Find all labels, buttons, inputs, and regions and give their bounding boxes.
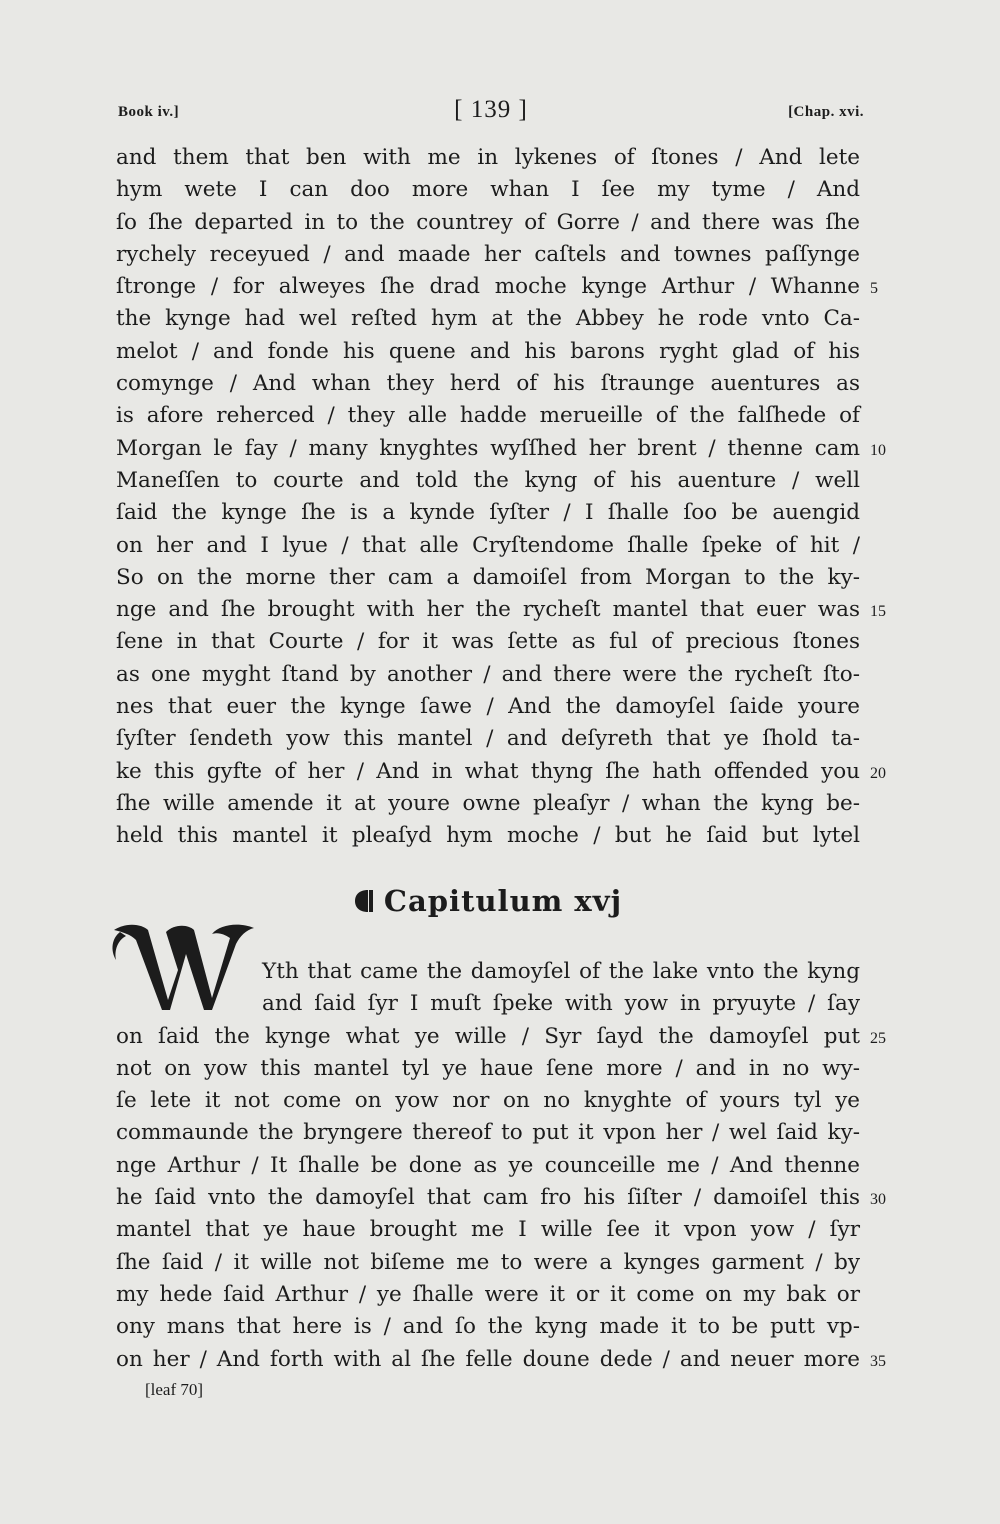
- text-line: [116, 400, 860, 432]
- text-line: [116, 142, 860, 174]
- running-head: [118, 96, 864, 136]
- text-line-content: mantel that ye haue brought me I wille ſee it vpon yow / ſyr: [116, 1217, 860, 1243]
- text-line: [116, 336, 860, 368]
- text-line-content: on her and I lyue / that alle Cryſtendome ſhalle ſpeke of hit /: [116, 532, 860, 558]
- text-line-content: comynge / And whan they herd of his ſtraunge auentures as: [116, 371, 860, 397]
- text-line-content: Maneſſen to courte and told the kyng of his auenture / well: [116, 467, 860, 493]
- text-line: [116, 820, 860, 852]
- text-line: [116, 1344, 886, 1376]
- text-line: [116, 1279, 860, 1311]
- text-line-content: Morgan le fay / many knyghtes wyſſhed her brent / thenne cam: [116, 435, 860, 461]
- text-line: [116, 1182, 886, 1214]
- text-line-content: ſe lete it not come on yow nor on no knyghte of yours tyl ye: [116, 1088, 860, 1114]
- line-number: 5: [870, 280, 878, 298]
- text-line: [116, 465, 860, 497]
- text-line: [116, 691, 860, 723]
- text-line-content: hym wete I can doo more whan I ſee my tyme / And: [116, 177, 860, 203]
- text-line: [116, 368, 860, 400]
- line-number: 20: [870, 764, 886, 782]
- text-line: [116, 1117, 860, 1149]
- text-line: [116, 174, 860, 206]
- text-line-content: ſene in that Courte / for it was ſette as ful of precious ſtones: [116, 629, 860, 655]
- text-line-content: as one myght ſtand by another / and there were the rycheſt ſto-: [116, 661, 860, 687]
- text-block-before-heading: [116, 142, 886, 853]
- text-line-content: and ſaid ſyr I muſt ſpeke with yow in pryuyte / ſay: [262, 991, 860, 1017]
- text-line: [116, 1021, 886, 1053]
- text-line: [116, 562, 860, 594]
- text-line: [116, 433, 886, 465]
- text-line-content: ſhe ſaid / it wille not biſeme me to were a kynges garment / by: [116, 1249, 860, 1275]
- text-line-content: he ſaid vnto the damoyſel that cam fro his ſiſter / damoiſel this: [116, 1185, 860, 1211]
- text-line: [116, 303, 860, 335]
- text-line-content: nge and ſhe brought with her the rycheſt mantel that euer was: [116, 597, 860, 623]
- text-line-content: ſyſter ſendeth yow this mantel / and deſyreth that ye ſhold ta-: [116, 726, 860, 752]
- text-line: [116, 497, 860, 529]
- text-line: [116, 988, 860, 1020]
- text-line-content: ony mans that here is / and ſo the kyng made it to be putt vp-: [116, 1314, 860, 1340]
- text-line: [116, 956, 860, 988]
- text-line-content: the kynge had wel reſted hym at the Abbey he rode vnto Ca-: [116, 306, 860, 332]
- leaf-marker: [leaf 70]: [145, 1380, 204, 1399]
- text-line: [116, 1053, 860, 1085]
- line-number: 30: [870, 1191, 886, 1209]
- text-line-content: melot / and fonde his quene and his barons ryght glad of his: [116, 338, 860, 364]
- text-line: [116, 239, 860, 271]
- text-line-content: ſhe wille amende it at youre owne pleaſyr / whan the kyng be-: [116, 790, 860, 816]
- text-line: [116, 1150, 860, 1182]
- drop-cap-letter: W: [108, 920, 110, 921]
- line-number: 35: [870, 1352, 886, 1370]
- chapter-heading: [116, 884, 860, 918]
- text-line: [116, 626, 860, 658]
- text-line: [116, 1311, 860, 1343]
- text-line: [116, 1247, 860, 1279]
- chapter-heading-text: Capitulum xvj: [383, 884, 623, 918]
- text-line: [116, 271, 878, 303]
- text-line: [116, 594, 886, 626]
- text-line: [116, 788, 860, 820]
- text-line-content: held this mantel it pleaſyd hym moche / but he ſaid but lytel: [116, 823, 860, 849]
- text-line: [116, 756, 886, 788]
- text-line-content: Yth that came the damoyſel of the lake vnto the kyng: [262, 959, 860, 984]
- text-line-content: So on the morne ther cam a damoiſel from Morgan to the ky-: [116, 564, 860, 590]
- text-block-after-heading: [116, 956, 886, 1376]
- text-line-content: ſaid the kynge ſhe is a kynde ſyſter / I ſhalle ſoo be auengid: [116, 500, 860, 526]
- text-line-content: on ſaid the kynge what ye wille / Syr ſayd the damoyſel put: [116, 1023, 860, 1049]
- text-line-content: ſo ſhe departed in to the countrey of Gorre / and there was ſhe: [116, 209, 860, 235]
- line-number: 10: [870, 441, 886, 459]
- running-head-chapter: [Chap. xvi.: [788, 104, 864, 120]
- paragraph-mark-icon: [354, 889, 374, 913]
- page-number: [ 139 ]: [454, 96, 528, 123]
- text-line: [116, 530, 860, 562]
- text-line-content: and them that ben with me in lykenes of ſtones / And lete: [116, 145, 860, 170]
- text-line-content: rychely receyued / and maade her caſtels and townes paſſynge: [116, 241, 860, 267]
- text-line-content: on her / And forth with al ſhe felle doune dede / and neuer more: [116, 1346, 860, 1372]
- text-line: [116, 1085, 860, 1117]
- text-line-content: nge Arthur / It ſhalle be done as ye counceille me / And thenne: [116, 1152, 860, 1178]
- text-line-content: ſtronge / for alweyes ſhe drad moche kynge Arthur / Whanne: [116, 274, 860, 300]
- text-line: [116, 723, 860, 755]
- text-line: [116, 1214, 860, 1246]
- text-line-content: commaunde the bryngere thereof to put it vpon her / wel ſaid ky-: [116, 1120, 860, 1146]
- text-line-content: not on yow this mantel tyl ye haue ſene more / and in no wy-: [116, 1055, 860, 1081]
- text-line-content: ke this gyfte of her / And in what thyng ſhe hath offended you: [116, 758, 860, 784]
- text-line-content: nes that euer the kynge ſawe / And the damoyſel ſaide youre: [116, 694, 860, 720]
- text-line: [116, 659, 860, 691]
- line-number: 15: [870, 603, 886, 621]
- line-number: 25: [870, 1029, 886, 1047]
- running-head-book: Book iv.]: [118, 104, 180, 120]
- text-line-content: my hede ſaid Arthur / ye ſhalle were it or it come on my bak or: [116, 1281, 860, 1307]
- text-line: [116, 207, 860, 239]
- text-line-content: is afore reherced / they alle hadde merueille of the falſhede of: [116, 403, 860, 429]
